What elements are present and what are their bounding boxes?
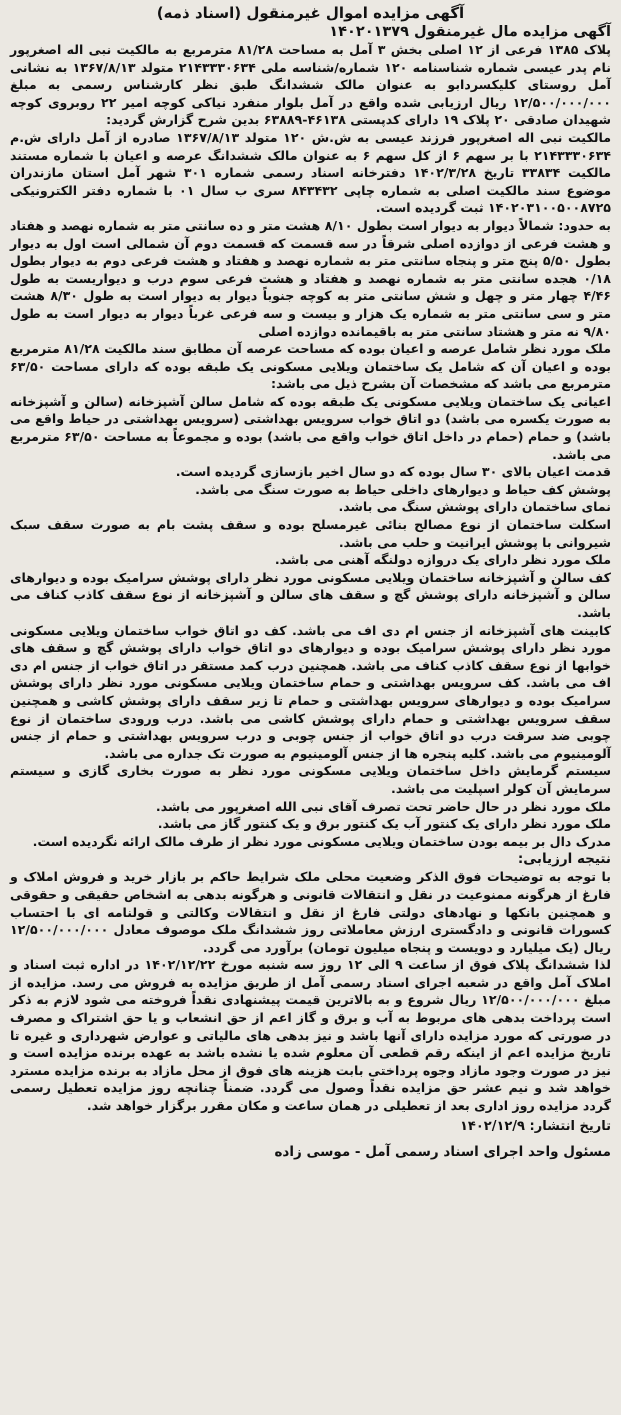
notice-paragraph: ملک مورد نظر در حال حاضر تحت تصرف آقای نبی الله اصغرپور می باشد. bbox=[155, 798, 611, 814]
notice-paragraph: اسکلت ساختمان از نوع مصالح بنائی غیرمسلح بوده و سقف پشت بام به صورت سقف سبک شیروانی با پوشش ایرانیت و حلب می باشد. bbox=[10, 517, 611, 550]
notice-title: آگهی مزایده اموال غیرمنقول (اسناد ذمه) bbox=[156, 4, 465, 22]
conclusion-heading: نتیجه ارزیابی: bbox=[517, 851, 611, 868]
notice-paragraph: اعیانی یک ساختمان ویلایی مسکونی یک طبقه بوده که شامل سالن آشپزخانه (سالن و آشپزخانه به صورت یکسره می باشد) دو اتاق خواب سرویس بهداشتی (سرویس بهداشتی در حیاط واقع می باشد) و حمام (حمام در داخل اتاق خواب واقع می باشد) بوده و مجموعاً به مساحت ۶۳/۵۰ مترمربع می باشد. bbox=[10, 393, 611, 462]
notice-paragraph: مدرک دال بر بیمه بودن ساختمان ویلایی مسکونی مورد نظر از طرف مالک ارائه نگردیده است. bbox=[32, 833, 611, 849]
conclusion-paragraph: با توجه به توضیحات فوق الذکر وضعیت محلی ملک شرایط حاکم بر بازار خرید و فروش املاک و فارغ از هرگونه ممنوعیت در نقل و انتقالات قانونی و هرگونه بدهی به اشخاص حقیقی و حقوقی و همچنین بانکها و نهادهای دولتی فارغ از نقل و انتقالات وکالتی و قولنامه ای با احتساب کسورات قانونی و دادگستری ارزش معاملاتی روز ششدانگ ملک موصوف معادل ۱۲/۵۰۰/۰۰۰/۰۰۰ ریال (یک میلیارد و دویست و پنجاه میلیون تومان) برآورد می گردد. bbox=[10, 869, 611, 955]
notice-paragraph: ملک مورد نظر دارای یک دروازه دولنگه آهنی می باشد. bbox=[274, 552, 611, 568]
notice-paragraph: ملک مورد نظر شامل عرصه و اعیان بوده که مساحت عرصه آن مطابق سند مالکیت ۸۱/۲۸ مترمربع بوده و اعیان آن که شامل یک ساختمان ویلایی مسکونی یک طبقه بوده که دارای مساحت ۶۳/۵۰ مترمربع می باشد که مشخصات آن بشرح ذیل می باشد: bbox=[10, 341, 611, 392]
notice-paragraph: کابینت های آشپزخانه از جنس ام دی اف می باشد. کف دو اتاق خواب ساختمان ویلایی مسکونی مورد نظر دارای پوشش سرامیک بوده و دیوارهای دو اتاق خواب دارای پوشش گچ و سقف های خوابها از نوع سقف کاذب کناف می باشد. همچنین درب کمد مستقر در اتاق خواب از جنس ام دی اف می باشد. کف سرویس بهداشتی و حمام ساختمان ویلایی مسکونی مورد نظر دارای پوشش سرامیک بوده و دیوارهای سرویس بهداشتی و حمام تا زیر سقف دارای پوشش کاشی و همچنین سقف سرویس بهداشتی و حمام دارای پوشش کاشی می باشد. درب ورودی ساختمان از نوع چوبی ضد سرقت درب دو اتاق خواب از جنس چوبی و درب سرویس بهداشتی و حمام از جنس آلومینیوم می باشد. کلیه پنجره ها از جنس آلومینیوم به صورت تک جداره می باشد. bbox=[10, 622, 611, 761]
notice-paragraph: کف سالن و آشپزخانه ساختمان ویلایی مسکونی مورد نظر دارای پوشش سرامیک بوده و دیوارهای سالن و آشپزخانه دارای پوشش گچ و سقف های سالن و آشپزخانه از نوع سقف کاذب کناف می باشد. bbox=[10, 569, 611, 620]
notice-paragraph: پوشش کف حیاط و دیوارهای داخلی حیاط به صورت سنگ می باشد. bbox=[195, 481, 611, 497]
signature: مسئول واحد اجرای اسناد رسمی آمل - موسی زاده bbox=[274, 1143, 611, 1160]
notice-paragraph: ملک مورد نظر دارای یک کنتور آب یک کنتور برق و یک کنتور گاز می باشد. bbox=[157, 816, 611, 832]
notice-paragraph: به حدود: شمالاً دیوار به دیوار است بطول ۸/۱۰ هشت متر و ده سانتی متر به شماره نهصد و هفتاد و هشت فرعی از دوازده اصلی شرقاً در سه قسمت که قسمت دوم آن شمالی است اول به دیوار بطول ۵/۵۰ پنج متر و پنجاه سانتی متر به شماره نهصد و هفتاد و هشت فرعی دوم به دیوار بطول ۰/۱۸ هجده سانتی متر به شماره نهصد و هفتاد و هشت فرعی سوم درب و دیواریست به طول ۴/۴۶ چهار متر و چهل و شش سانتی متر به کوچه جنوباً دیوار به دیوار است به طول ۸/۳۰ هشت متر و سی سانتی متر به شماره یک هزار و بیست و سه فرعی غرباً دیوار به دیوار است به طول ۹/۸۰ نه متر و هشتاد سانتی متر به باقیمانده دوازده اصلی bbox=[10, 217, 611, 339]
notice-paragraph: مالکیت نبی اله اصغرپور فرزند عیسی به ش.ش ۱۲۰ متولد ۱۳۶۷/۸/۱۳ صادره از آمل دارای ش.م ۲۱۴۳۳۳۰۶۳۴ با بر سهم ۶ از کل سهم ۶ به عنوان مالک ششدانگ عرصه و اعیان با شماره مستند مالکیت ۳۳۸۳۴ تاریخ ۱۴۰۲/۳/۲۸ دفترخانه اسناد رسمی شماره ۳۰۱ شهر آمل استان مازندران موضوع سند مالکیت اصلی به شماره چاپی ۸۴۳۴۳۲ سری ب سال ۰۱ با شماره دفتر الکترونیکی ۱۴۰۲۰۳۱۰۰۵۰۰۸۷۲۵ ثبت گردیده است. bbox=[10, 129, 612, 216]
notice-subtitle: آگهی مزایده مال غیرمنقول ۱۴۰۲۰۱۳۷۹ bbox=[329, 24, 611, 40]
publish-date: تاریخ انتشار: ۱۴۰۲/۱۲/۹ bbox=[459, 1118, 611, 1134]
notice-paragraph: پلاک ۱۳۸۵ فرعی از ۱۲ اصلی بخش ۳ آمل به مساحت ۸۱/۲۸ مترمربع به مالکیت نبی اله اصغرپور نام پدر عیسی شماره شناسنامه ۱۲۰ شماره/شناسه ملی ۲۱۴۳۳۳۰۶۳۴ متولد ۱۳۶۷/۸/۱۳ به نشانی آمل روستای کلیکسردابو به عنوان مالک ششدانگ طبق نظر کارشناس رسمی به مبلغ ۱۲/۵۰۰/۰۰۰/۰۰۰ ریال ارزیابی شده واقع در آمل بلوار منفرد نیاکی کوچه امیر ۲۲ روبروی کوچه شهیدان صادقی ۲۰ پلاک ۱۹ دارای کدپستی ۴۶۱۳۸-۶۳۸۸۹ بدین شرح گزارش گردید: bbox=[10, 42, 611, 128]
auction-terms-paragraph: لذا ششدانگ پلاک فوق از ساعت ۹ الی ۱۲ روز سه شنبه مورخ ۱۴۰۲/۱۲/۲۲ در اداره ثبت اسناد و املاک آمل واقع در شعبه اجرای اسناد رسمی آمل از طریق مزایده به فروش می رسد. مزایده از مبلغ ۱۲/۵۰۰/۰۰۰/۰۰۰ ریال شروع و به بالاترین قیمت پیشنهادی نقداً فروخته می شود لازم به ذکر است پرداخت بدهی های مربوط به آب و برق و گاز اعم از حق انشعاب و یا حق اشتراک و مصرف در صورتی که مورد مزایده دارای آنها باشد و نیز بدهی های مالیاتی و عوارض شهرداری و غیره تا تاریخ مزایده اعم از اینکه رقم قطعی آن معلوم شده یا نشده باشد به عهده برنده مزایده است و نیز در صورت وجود مازاد وجوه پرداختی بابت هزینه های فوق از محل مازاد به برنده مزایده مسترد خواهد شد و نیم عشر حق مزایده نقداً وصول می گردد. ضمناً چنانچه روز مزایده تعطیل رسمی گردد مزایده روز اداری بعد از تعطیلی در همان ساعت و مکان مقرر برگزار خواهد شد. bbox=[10, 957, 611, 1114]
notice-paragraph: نمای ساختمان دارای پوشش سنگ می باشد. bbox=[338, 499, 611, 515]
notice-paragraph: سیستم گرمایش داخل ساختمان ویلایی مسکونی مورد نظر به صورت بخاری گازی و سیستم سرمایش آن کولر اسپلیت می باشد. bbox=[10, 763, 611, 796]
notice-paragraph: قدمت اعیان بالای ۳۰ سال بوده که دو سال اخیر بازسازی گردیده است. bbox=[175, 464, 611, 480]
